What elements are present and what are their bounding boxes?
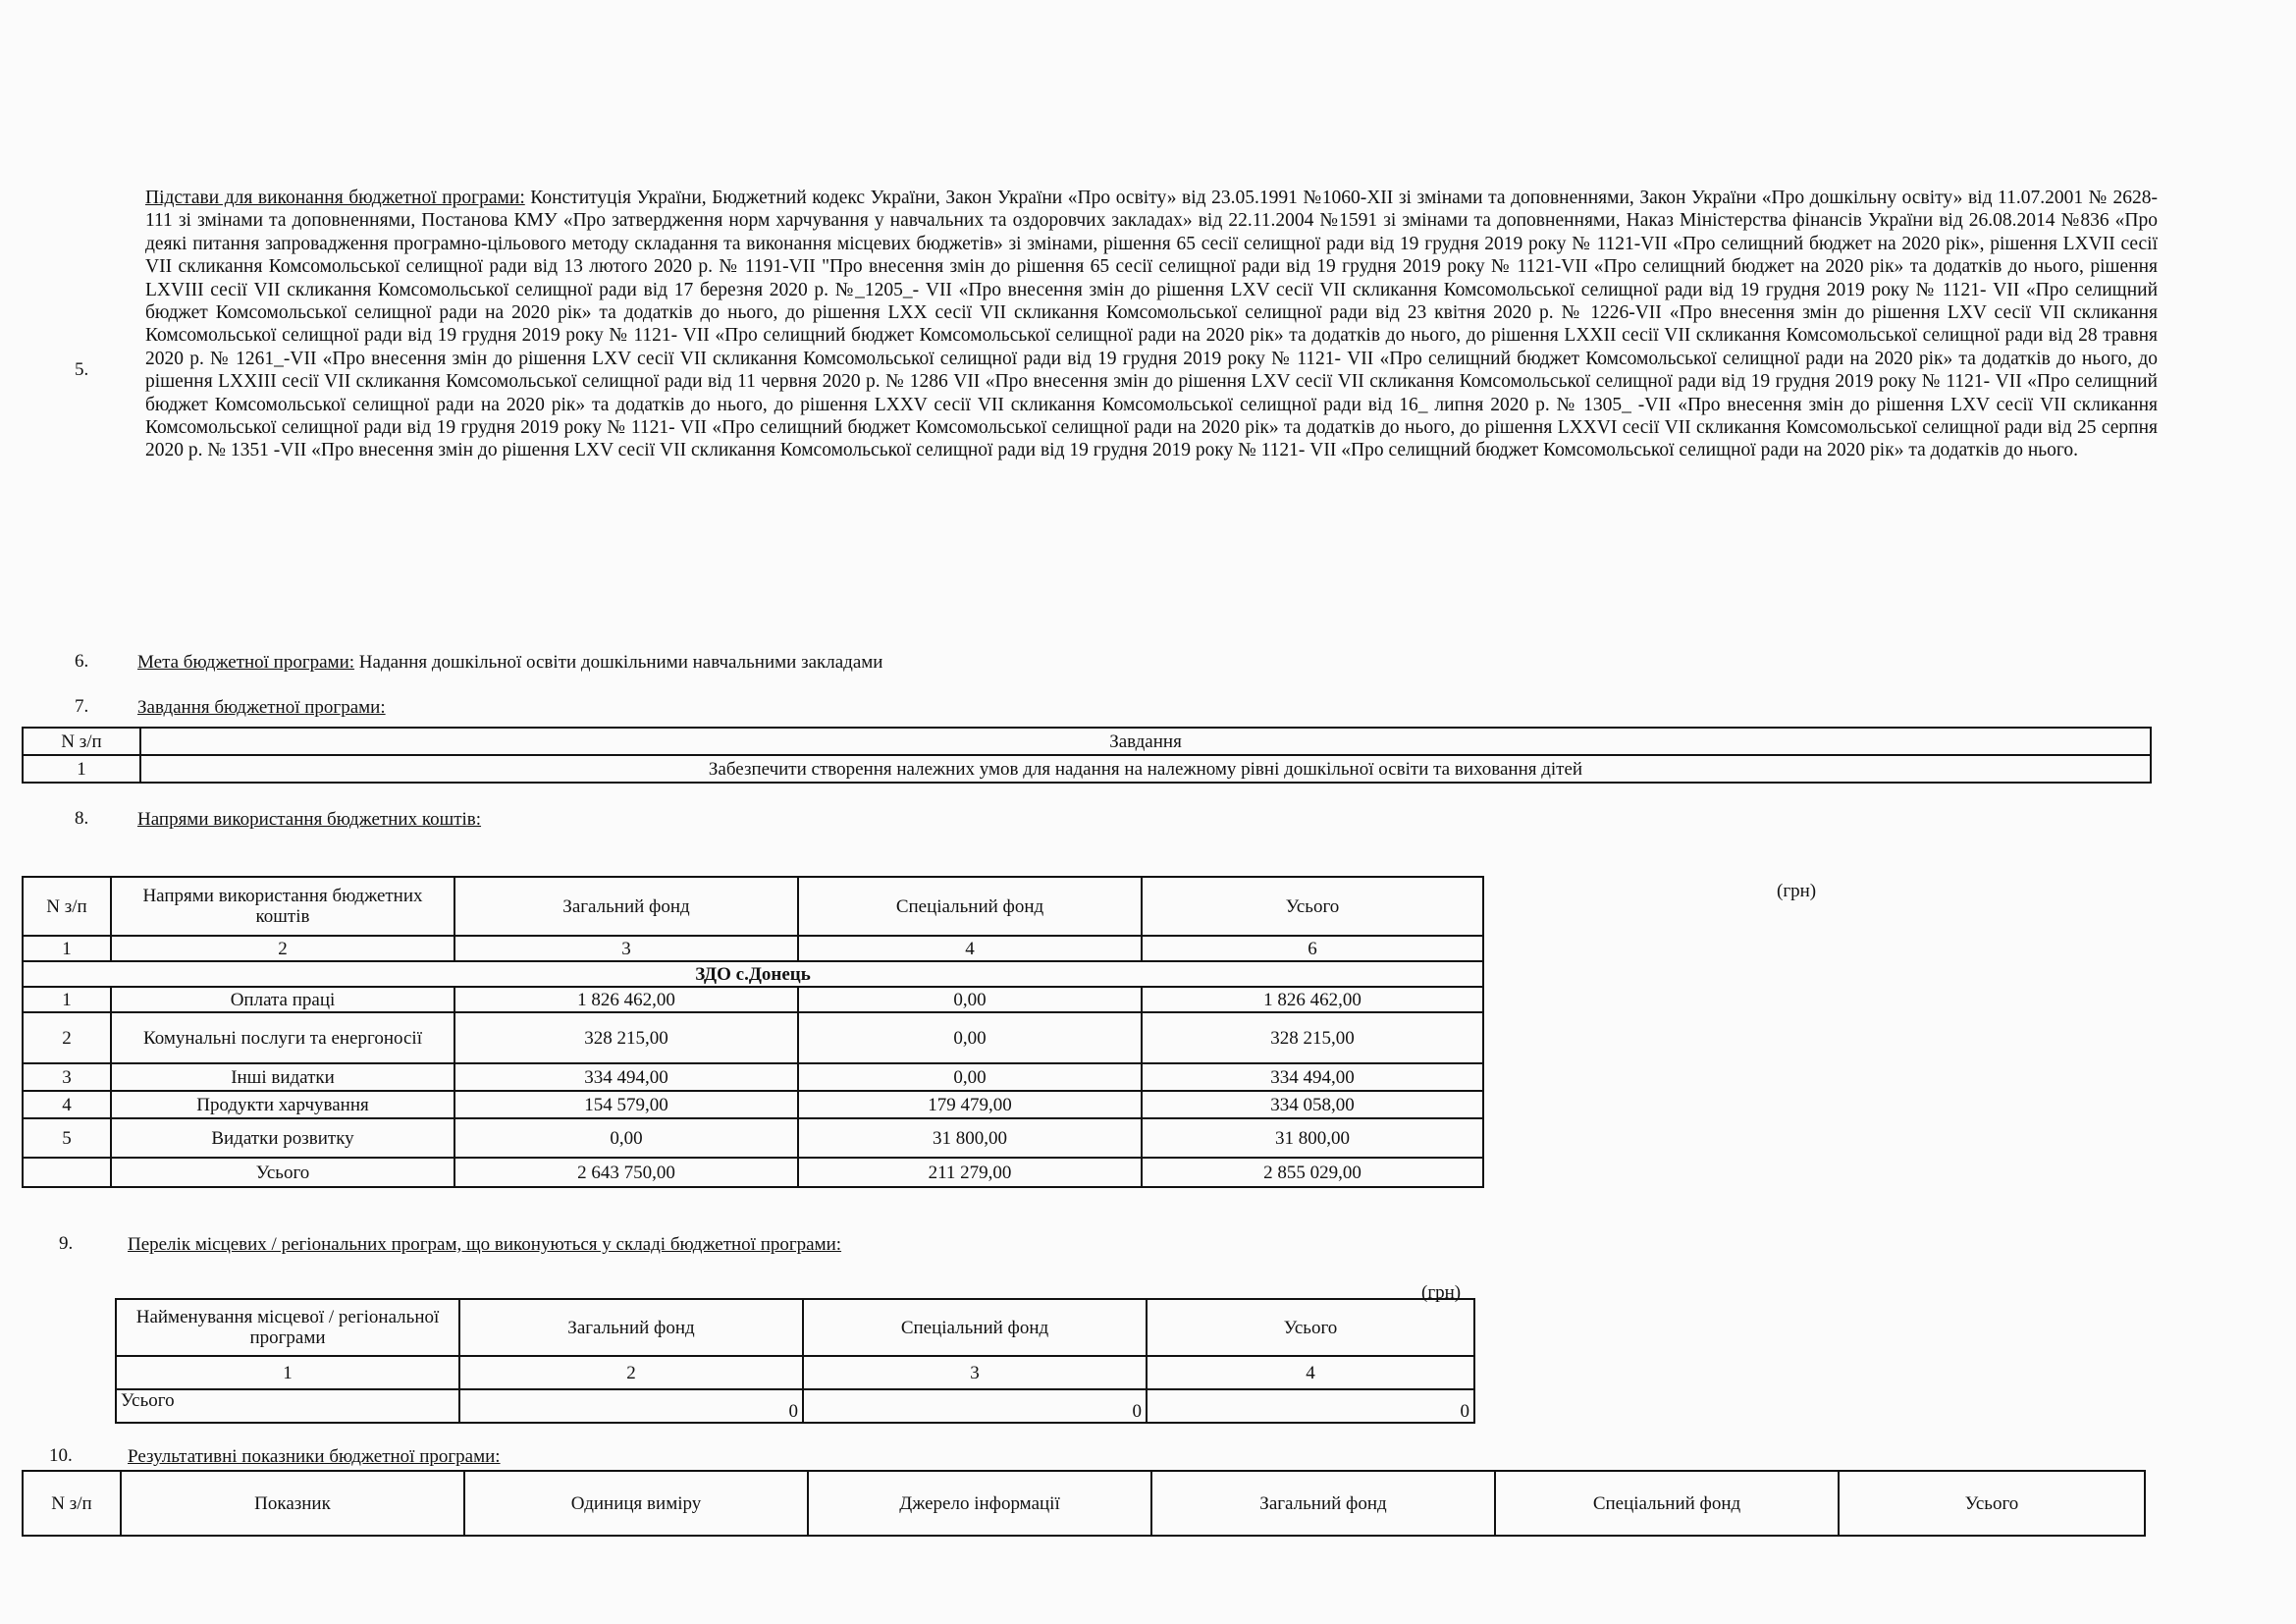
section5-heading: Підстави для виконання бюджетної програми: — [145, 188, 525, 208]
row-general: 328 215,00 — [454, 1012, 798, 1063]
total-label: Усього — [116, 1389, 459, 1423]
row-total: 31 800,00 — [1142, 1118, 1483, 1158]
prog-header-name: Найменування місцевої / регіональної програми — [116, 1299, 459, 1356]
row-num: 1 — [23, 987, 111, 1012]
section5-text: Конституція України, Бюджетний кодекс України, Закон України «Про освіту» від 23.05.1991 №1060-XII зі змінами та доповненнями, Закон України «Про дошкільну освіту» від 11.07.2001 № 2628-111 зі змінами та доповненнями, Постанова КМУ «Про затвердження норм харчування у навчальних та оздоровчих закладах» від 22.11.2004 №1591 зі змінами та доповненнями, Наказ Міністерства фінансів України від 26.08.2014 №836 «Про деякі питання запровадження програмно-цільового методу складання та виконання місцевих бюджетів» зі змінами, рішення 65 сесії селищної ради від 19 грудня 2019 року № 1121-VII «Про селищний бюджет на 2020 рік», рішення LXVII сесії VII скликання Комсомольської селищної ради від 13 лютого 2020 р. № 1191-VII "Про внесення змін до рішення 65 сесії селищної ради від 19 грудня 2019 року № 1121-VII «Про селищний бюджет на 2020 рік» та додатків до нього, рішення LXVIII сесії VII скликання Комсомольської селищної ради від 17 березня 2020 р. №_1205_- VII «Про внесення змін до рішення LXV сесії VII скликання Комсомольської селищної ради від 19 грудня 2019 року № 1121- VII «Про селищний бюджет Комсомольської селищної ради на 2020 рік» та додатків до нього, до рішення LXX сесії VII скликання Комсомольської селищної ради від 23 квітня 2020 р. № 1226-VII «Про внесення змін до рішення LXV сесії VII скликання Комсомольської селищної ради від 19 грудня 2019 року № 1121- VII «Про селищний бюджет Комсомольської селищної ради на 2020 рік» та додатків до нього, до рішення LXXII сесії VII скликання Комсомольської селищної ради від 28 травня 2020 р. № 1261_-VII «Про внесення змін до рішення LXV сесії VII скликання Комсомольської селищної ради від 19 грудня 2019 року № 1121- VII «Про селищний бюджет Комсомольської селищної ради на 2020 рік» та додатків до нього, до рішення LXXIII сесії VII скликання Комсомольської селищної ради від 11 червня 2020 р. № 1286 VII «Про внесення змін до рішення LXV сесії VII скликання Комсомольської селищної ради від 19 грудня 2019 року № 1121- VII «Про селищний бюджет Комсомольської селищної ради на 2020 рік» та додатків до нього, до рішення LXXV сесії VII скликання Комсомольської селищної ради від 16_ липня 2020 р. № 1305_ -VII «Про внесення змін до рішення LXV сесії VII скликання Комсомольської селищної ради від 19 грудня 2019 року № 1121- VII «Про селищний бюджет Комсомольської селищної ради на 2020 рік» та додатків до нього, до рішення LXXVI сесії VII скликання Комсомольської селищної ради від 25 серпня 2020 р. № 1351 -VII «Про внесення змін до рішення LXV сесії VII скликання Комсомольської селищної ради від 19 грудня 2019 року № 1121- VII «Про селищний бюджет Комсомольської селищної ради на 2020 рік» та додатків до нього. — [145, 188, 2158, 461]
row-special: 31 800,00 — [798, 1118, 1142, 1158]
table-row — [116, 1356, 1474, 1389]
row-special: 0,00 — [798, 1063, 1142, 1091]
performance-indicators-table — [22, 1470, 2146, 1537]
total-label: Усього — [111, 1158, 454, 1187]
row-num: 4 — [23, 1091, 111, 1118]
perf-header-general: Загальний фонд — [1151, 1471, 1495, 1536]
local-programs-table — [115, 1298, 1475, 1424]
index-cell: 6 — [1142, 936, 1483, 961]
row-name: Оплата праці — [111, 987, 454, 1012]
row-name: Продукти харчування — [111, 1091, 454, 1118]
index-cell: 3 — [803, 1356, 1147, 1389]
section6-line — [137, 651, 882, 674]
section9-heading: Перелік місцевих / регіональних програм, що виконуються у складі бюджетної програми: — [128, 1234, 842, 1255]
row-special: 179 479,00 — [798, 1091, 1142, 1118]
index-cell: 2 — [111, 936, 454, 961]
perf-header-total: Усього — [1839, 1471, 2145, 1536]
section8-number: 8. — [75, 808, 89, 829]
table-row — [23, 1158, 1483, 1187]
section7-heading: Завдання бюджетної програми: — [137, 697, 386, 718]
row-special: 0,00 — [798, 987, 1142, 1012]
total-general: 2 643 750,00 — [454, 1158, 798, 1187]
row-name: Видатки розвитку — [111, 1118, 454, 1158]
row-total: 1 826 462,00 — [1142, 987, 1483, 1012]
index-cell: 2 — [459, 1356, 803, 1389]
total-general: 0 — [459, 1389, 803, 1423]
section8-unit: (грн) — [1777, 881, 1817, 901]
section10-number: 10. — [49, 1445, 73, 1466]
dir-header-total: Усього — [1142, 877, 1483, 936]
index-cell: 4 — [1147, 1356, 1474, 1389]
table-row — [23, 1091, 1483, 1118]
dir-header-special: Спеціальний фонд — [798, 877, 1142, 936]
perf-header-special: Спеціальний фонд — [1495, 1471, 1839, 1536]
row-general: 334 494,00 — [454, 1063, 798, 1091]
tasks-col-num: N з/п — [23, 728, 140, 755]
table-row — [23, 1012, 1483, 1063]
dir-header-name: Напрями використання бюджетних коштів — [111, 877, 454, 936]
row-num: 5 — [23, 1118, 111, 1158]
prog-header-special: Спеціальний фонд — [803, 1299, 1147, 1356]
index-cell: 1 — [23, 936, 111, 961]
row-total: 334 058,00 — [1142, 1091, 1483, 1118]
index-cell: 1 — [116, 1356, 459, 1389]
row-special: 0,00 — [798, 1012, 1142, 1063]
row-num: 2 — [23, 1012, 111, 1063]
tasks-table — [22, 727, 2152, 784]
section8-heading: Напрями використання бюджетних коштів: — [137, 809, 482, 830]
table-row — [23, 1063, 1483, 1091]
section5-number: 5. — [75, 359, 89, 380]
row-general: 0,00 — [454, 1118, 798, 1158]
task-num: 1 — [23, 755, 140, 783]
perf-header-indicator: Показник — [121, 1471, 464, 1536]
table-row — [116, 1389, 1474, 1423]
section9-number: 9. — [59, 1233, 74, 1254]
section6-number: 6. — [75, 651, 89, 672]
row-general: 1 826 462,00 — [454, 987, 798, 1012]
tasks-col-task: Завдання — [140, 728, 2151, 755]
row-general: 154 579,00 — [454, 1091, 798, 1118]
table-row — [23, 936, 1483, 961]
section6-heading: Мета бюджетної програми: — [137, 652, 355, 673]
total-all: 2 855 029,00 — [1142, 1158, 1483, 1187]
section7-number: 7. — [75, 696, 89, 717]
section9-unit: (грн) — [1421, 1282, 1462, 1303]
index-cell: 3 — [454, 936, 798, 961]
total-special: 0 — [803, 1389, 1147, 1423]
perf-header-num: N з/п — [23, 1471, 121, 1536]
budget-directions-table — [22, 876, 1484, 1188]
table-row — [23, 987, 1483, 1012]
prog-header-general: Загальний фонд — [459, 1299, 803, 1356]
task-text: Забезпечити створення належних умов для надання на належному рівні дошкільної освіти та виховання дітей — [140, 755, 2151, 783]
row-total: 328 215,00 — [1142, 1012, 1483, 1063]
perf-header-source: Джерело інформації — [808, 1471, 1151, 1536]
perf-header-unit: Одиниця виміру — [464, 1471, 808, 1536]
section6-text: Надання дошкільної освіти дошкільними навчальними закладами — [354, 652, 883, 673]
section10-heading: Результативні показники бюджетної програми: — [128, 1446, 501, 1467]
prog-header-total: Усього — [1147, 1299, 1474, 1356]
row-name: Інші видатки — [111, 1063, 454, 1091]
table-row — [23, 755, 2151, 783]
table-row — [23, 961, 1483, 987]
row-total: 334 494,00 — [1142, 1063, 1483, 1091]
row-num: 3 — [23, 1063, 111, 1091]
section5-paragraph — [145, 187, 2158, 462]
dir-header-general: Загальний фонд — [454, 877, 798, 936]
total-all: 0 — [1147, 1389, 1474, 1423]
row-name: Комунальні послуги та енергоносії — [111, 1012, 454, 1063]
total-special: 211 279,00 — [798, 1158, 1142, 1187]
group-title: ЗДО с.Донець — [23, 961, 1483, 987]
table-row — [23, 1118, 1483, 1158]
index-cell: 4 — [798, 936, 1142, 961]
dir-header-num: N з/п — [23, 877, 111, 936]
